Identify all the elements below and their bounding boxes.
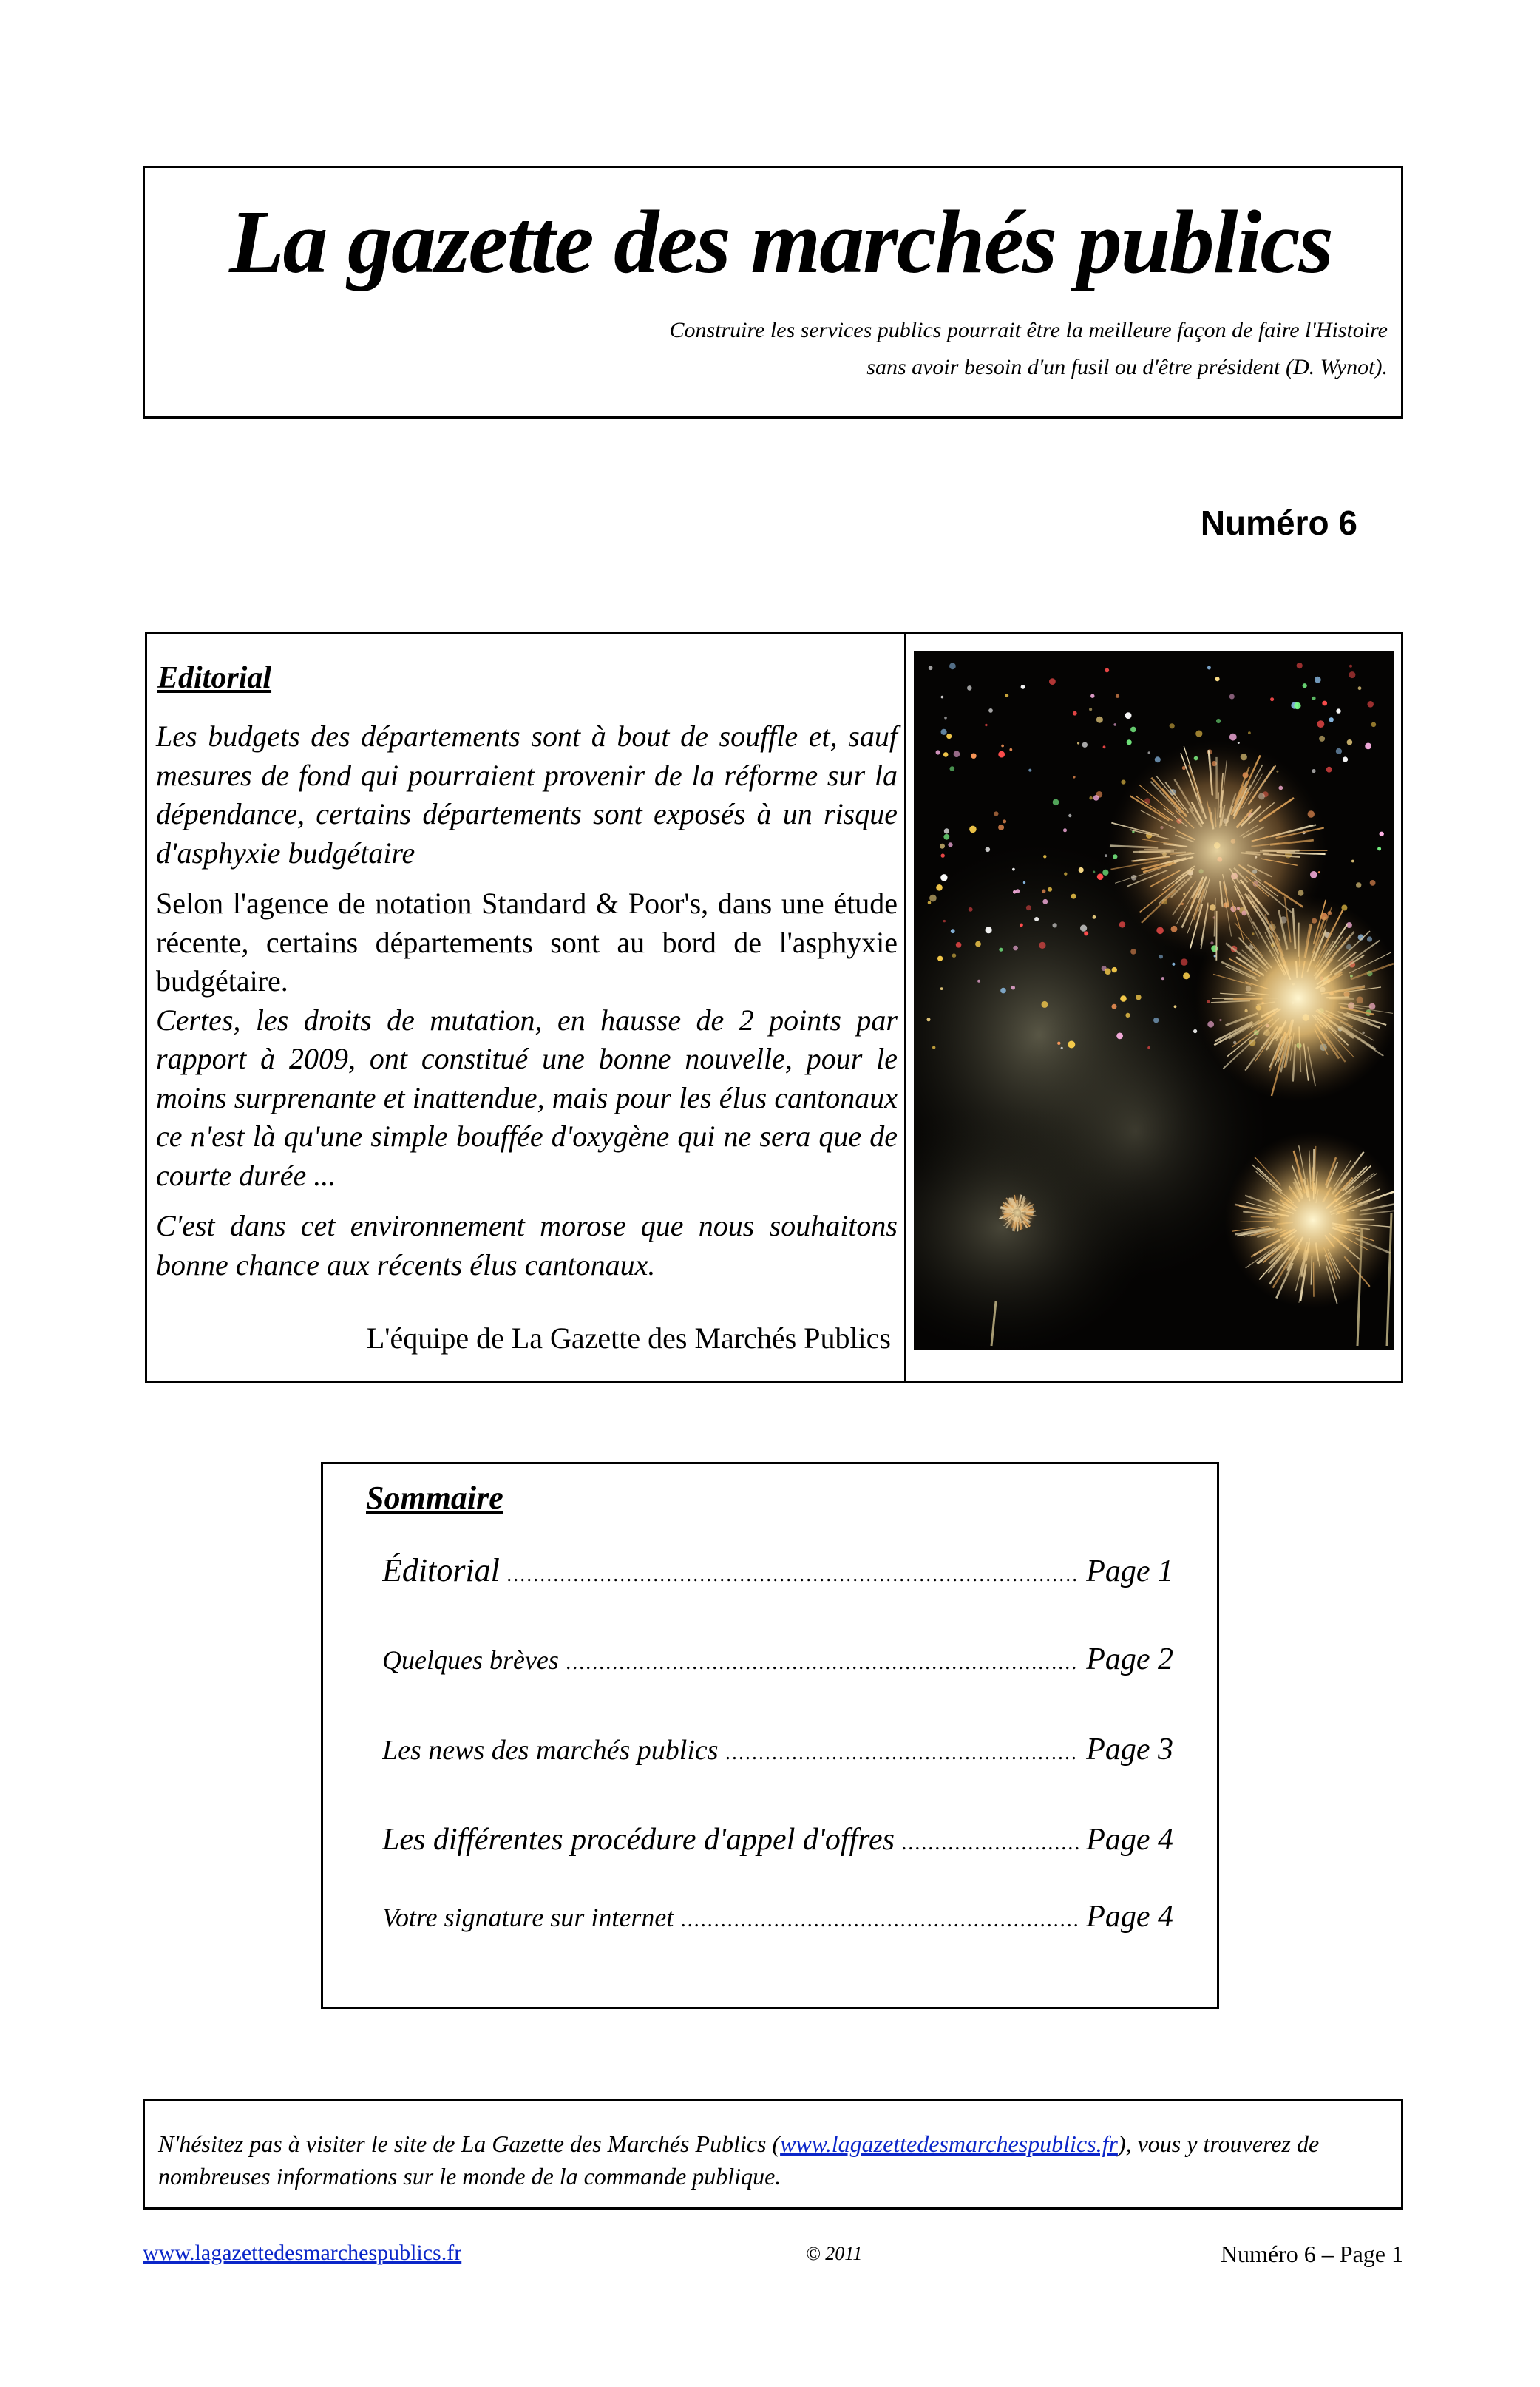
spark: [956, 942, 962, 948]
spark: [1121, 780, 1125, 785]
spark: [1000, 988, 1006, 994]
issue-number: Numéro 6: [1200, 504, 1357, 542]
spark: [999, 948, 1003, 952]
spark: [1365, 743, 1371, 750]
spark: [949, 663, 956, 669]
spark: [954, 751, 960, 757]
spark: [988, 708, 993, 713]
spark: [1113, 723, 1116, 726]
masthead-box: [143, 166, 1403, 419]
spark: [932, 1046, 935, 1049]
spark: [1377, 847, 1381, 850]
editorial-paragraph: Certes, les droits de mutation, en hausse de 2 points par rapport à 2009, ont constitué une bonne nouvelle, pour le moins surprenante et inattendue, mais pour les élus cantonaux ce n'est là qu'une simple bouffée d'oxygène qui ne sera que de courte durée ...: [156, 1003, 898, 1192]
spark: [1193, 1029, 1197, 1033]
spark: [1012, 868, 1015, 871]
spark: [927, 1018, 931, 1021]
toc-entry-news[interactable]: [382, 1732, 1173, 1767]
spark: [1170, 723, 1175, 728]
spark: [1371, 722, 1377, 728]
spark: [1064, 873, 1067, 876]
website-notice-box: [143, 2099, 1403, 2210]
spark: [1248, 731, 1251, 734]
toc-entry-label: Les différentes procédure d'appel d'offres: [382, 1823, 895, 1857]
spark: [1077, 742, 1079, 744]
spark: [1042, 1001, 1048, 1008]
spark: [1336, 708, 1340, 713]
toc-entry-page: Page 1: [1086, 1554, 1173, 1588]
toc-leader: [566, 1651, 1079, 1675]
toc-entry-editorial[interactable]: [382, 1551, 1173, 1589]
toc-entry-label: Quelques brèves: [382, 1645, 559, 1675]
toc-entry-procedures[interactable]: [382, 1822, 1173, 1858]
spark: [1153, 1018, 1159, 1023]
spark: [1068, 1041, 1075, 1049]
spark: [948, 842, 952, 847]
spark: [1356, 882, 1361, 887]
editorial-body: [156, 717, 898, 1284]
footer-website-link[interactable]: www.lagazettedesmarchespublics.fr: [143, 2241, 462, 2265]
spark: [985, 724, 987, 726]
spark: [1317, 720, 1325, 728]
spark: [941, 696, 944, 699]
spark: [1016, 889, 1020, 893]
spark: [1116, 1033, 1123, 1040]
spark: [1063, 828, 1067, 832]
spark: [940, 844, 945, 849]
editorial-paragraph: C'est dans cet environnement morose que nous souhaitons bonne chance aux récents élus cantonaux.: [156, 1209, 898, 1281]
spark: [975, 941, 981, 947]
spark: [969, 907, 973, 912]
spark: [1053, 799, 1059, 806]
editorial-paragraph: Les budgets des départements sont à bout de souffle et, sauf mesures de fond qui pourraient provenir de la réforme sur la dépendance, certains départements sont exposés à un risque d'asphyxie budgétaire: [156, 720, 898, 870]
spark: [1125, 712, 1132, 719]
footer-copyright: © 2011: [806, 2243, 863, 2264]
spark: [1319, 736, 1325, 742]
spark: [1312, 697, 1315, 700]
spark: [1080, 925, 1087, 932]
spark: [986, 927, 992, 933]
spark: [1053, 923, 1057, 927]
spark: [952, 953, 957, 958]
spark: [1028, 769, 1031, 772]
spark: [971, 754, 976, 759]
spark: [1020, 924, 1023, 927]
spark: [1130, 727, 1136, 733]
toc-entry-label: Éditorial: [382, 1552, 500, 1588]
quote-line-2: sans avoir besoin d'un fusil ou d'être président (D. Wynot).: [866, 355, 1388, 379]
toc-entry-page: Page 2: [1086, 1642, 1173, 1676]
spark: [1207, 666, 1211, 670]
spark: [1119, 921, 1125, 927]
spark: [1082, 742, 1088, 748]
toc-entry-label: Votre signature sur internet: [382, 1903, 674, 1932]
spark: [1042, 890, 1045, 893]
spark: [1093, 795, 1099, 801]
spark: [1347, 739, 1353, 745]
toc-heading: Sommaire: [366, 1480, 503, 1516]
spark: [1009, 748, 1012, 751]
spark: [950, 766, 955, 771]
spark: [1351, 860, 1354, 863]
spark: [1042, 899, 1048, 904]
spark: [1229, 694, 1235, 700]
spark: [1127, 739, 1132, 745]
spark: [1303, 683, 1307, 688]
spark: [986, 847, 991, 853]
spark: [1183, 972, 1190, 979]
spark: [998, 751, 1005, 758]
newsletter-title: La gazette des marchés publics: [229, 192, 1332, 292]
spark: [1125, 1013, 1130, 1018]
spark: [977, 980, 980, 983]
spark: [1297, 663, 1303, 668]
spark: [1073, 711, 1077, 716]
spark: [1021, 685, 1025, 689]
notice-text-after: ), vous y trouverez de nombreuses informations sur le monde de la commande publique.: [158, 2130, 1320, 2190]
spark: [1136, 995, 1141, 1000]
spark: [1034, 917, 1039, 921]
spark: [1084, 931, 1088, 935]
spark: [1090, 694, 1094, 698]
spark: [1326, 767, 1332, 773]
spark: [1116, 694, 1119, 698]
spark: [1105, 968, 1111, 975]
spark: [1071, 894, 1076, 899]
spark: [1089, 796, 1092, 799]
spark: [1270, 697, 1274, 701]
toc-leader: [726, 1741, 1079, 1765]
spark: [1370, 880, 1376, 886]
toc-leader: [902, 1832, 1079, 1855]
table-of-contents: [321, 1462, 1219, 2009]
spark: [1096, 717, 1103, 723]
spark: [1057, 1042, 1060, 1045]
spark: [1349, 665, 1352, 668]
spark: [1174, 1005, 1177, 1008]
spark: [1216, 719, 1221, 723]
spark: [941, 853, 945, 857]
spark: [944, 828, 949, 833]
editorial-heading: Editorial: [157, 661, 272, 695]
spark: [1011, 986, 1015, 989]
spark: [929, 666, 933, 670]
spark: [1097, 873, 1104, 880]
spark: [1102, 870, 1108, 876]
spark: [1112, 967, 1117, 972]
spark: [1061, 1047, 1063, 1049]
spark: [1172, 963, 1175, 966]
spark: [1026, 905, 1031, 910]
spark: [1039, 942, 1045, 949]
spark: [940, 987, 943, 990]
editorial-paragraph: Selon l'agence de notation Standard & Poor's, dans une étude récente, certains départements sont au bord de l'asphyxie budgétaire.: [156, 887, 898, 998]
spark: [1093, 871, 1095, 873]
toc-leader: [681, 1909, 1079, 1932]
spark: [1130, 949, 1136, 955]
spark: [1003, 819, 1006, 823]
toc-entry-signature[interactable]: [382, 1899, 1173, 1934]
spark: [943, 752, 949, 757]
editorial-signature: L'équipe de La Gazette des Marchés Publics: [366, 1321, 891, 1355]
quote-line-1: Construire les services publics pourrait être la meilleure façon de faire l'Histoire: [669, 318, 1388, 342]
spark: [929, 895, 937, 902]
spark: [1215, 677, 1220, 681]
spark: [936, 884, 943, 891]
spark: [1195, 731, 1202, 737]
spark: [1294, 702, 1300, 709]
toc-entry-page: Page 3: [1086, 1733, 1173, 1767]
editorial-section: [145, 632, 906, 1383]
footer-page-number: Numéro 6 – Page 1: [1220, 2241, 1403, 2267]
spark: [1103, 745, 1106, 748]
toc-entry-label: Les news des marchés publics: [382, 1735, 719, 1766]
website-link[interactable]: www.lagazettedesmarchespublics.fr: [780, 2130, 1118, 2157]
spark: [1073, 776, 1076, 779]
spark: [1343, 756, 1348, 762]
toc-entry-page: Page 4: [1086, 1900, 1173, 1934]
spark: [1380, 832, 1384, 836]
spark: [969, 826, 977, 833]
spark: [1048, 887, 1052, 892]
spark: [1336, 748, 1342, 754]
spark: [1358, 686, 1362, 690]
fireworks-image: [914, 651, 1394, 1350]
spark: [1049, 678, 1056, 685]
notice-text-before: N'hésitez pas à visiter le site de La Gazette des Marchés Publics (: [158, 2130, 781, 2157]
toc-entry-breves[interactable]: [382, 1642, 1173, 1677]
spark: [1229, 734, 1237, 741]
spark: [1068, 814, 1071, 817]
spark: [1093, 915, 1096, 919]
spark: [1005, 694, 1008, 697]
spark: [1161, 977, 1164, 980]
masthead-quote: [427, 312, 1388, 386]
spark: [1013, 946, 1018, 951]
spark: [1181, 958, 1188, 966]
spark: [946, 734, 952, 739]
spark: [1112, 1004, 1117, 1009]
spark: [1367, 701, 1374, 708]
spark: [951, 929, 955, 933]
spark: [940, 874, 947, 881]
spark: [1105, 668, 1109, 673]
fireworks-photo: [914, 651, 1394, 1350]
website-notice-text: [158, 2127, 1385, 2193]
spark: [1159, 955, 1163, 959]
toc-entry-page: Page 4: [1086, 1823, 1173, 1857]
spark: [1147, 1046, 1150, 1049]
spark: [1120, 995, 1127, 1002]
spark: [1315, 677, 1321, 683]
spark: [1148, 751, 1150, 754]
spark: [941, 729, 947, 735]
toc-leader: [507, 1563, 1079, 1587]
spark: [1079, 867, 1084, 873]
spark: [936, 750, 940, 754]
spark: [1322, 701, 1327, 706]
spark: [994, 811, 998, 816]
spark: [1312, 769, 1315, 773]
spark: [937, 956, 943, 961]
spark: [1349, 671, 1355, 678]
spark: [944, 717, 947, 720]
spark: [928, 901, 932, 905]
spark: [943, 920, 946, 922]
spark: [998, 825, 1004, 830]
spark: [1001, 745, 1004, 748]
spark: [1043, 855, 1046, 858]
spark: [1023, 881, 1025, 884]
spark: [1329, 717, 1334, 722]
spark: [1089, 708, 1092, 711]
spark: [967, 685, 972, 691]
spark: [943, 834, 949, 840]
photo-frame: [904, 632, 1403, 1383]
